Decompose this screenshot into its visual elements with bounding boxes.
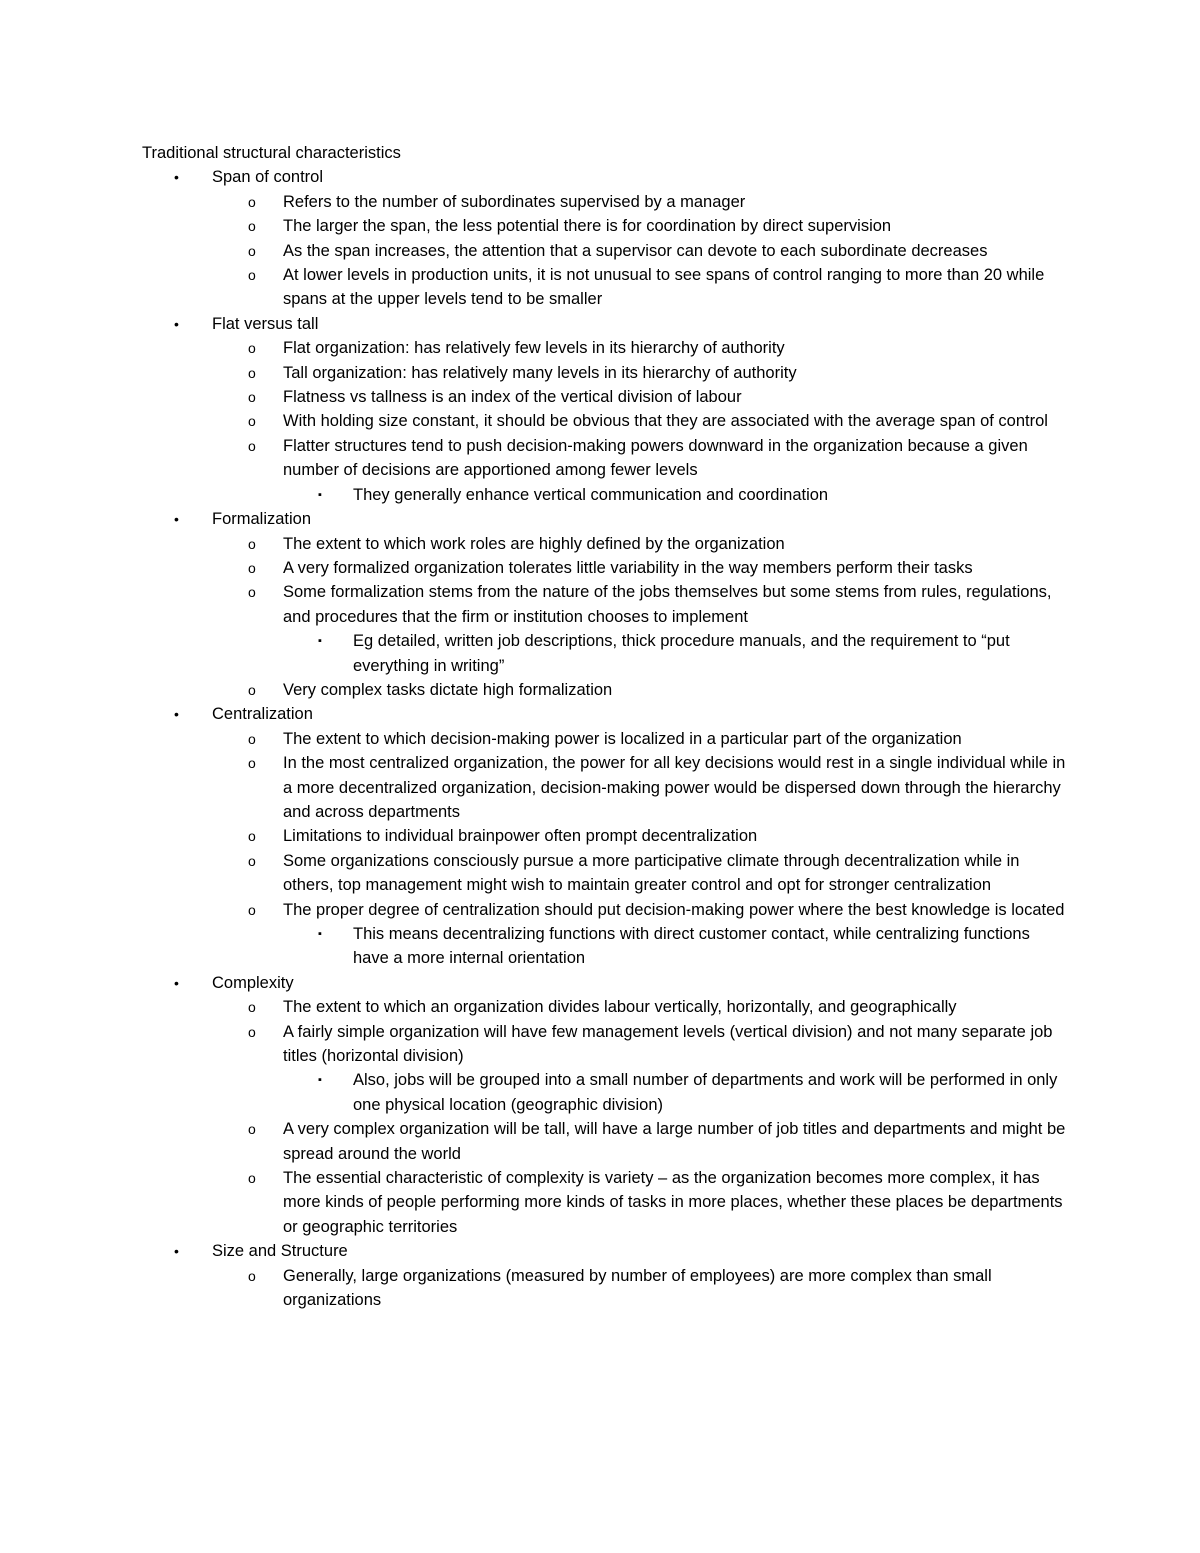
square-bullet-icon: ▪: [318, 635, 322, 648]
bullet-icon: •: [174, 974, 179, 991]
list-item: [142, 239, 1067, 263]
list-item: [142, 1166, 1067, 1239]
list-item-text: As the span increases, the attention that a supervisor can devote to each subordinate decreases: [283, 241, 988, 260]
list-item-text: With holding size constant, it should be obvious that they are associated with the average span of control: [283, 412, 1048, 431]
section-item: [142, 312, 1067, 336]
list-item: [142, 190, 1067, 214]
list-item-text: At lower levels in production units, it is not unusual to see spans of control ranging to more than 20 while spans at the upper levels tend to be smaller: [283, 266, 1045, 309]
list-item-text: The larger the span, the less potential there is for coordination by direct supervision: [283, 217, 892, 236]
list-item-text: Flatter structures tend to push decision-making powers downward in the organization because a given number of decisions are apportioned among fewer levels: [283, 436, 1028, 480]
list-item: [142, 214, 1067, 238]
section-item: [142, 702, 1067, 726]
list-item: [142, 995, 1067, 1019]
list-item-text: Limitations to individual brainpower often prompt decentralization: [283, 827, 758, 846]
sub-list-item-text: Eg detailed, written job descriptions, thick procedure manuals, and the requirement to “put everything in writing”: [353, 632, 1010, 675]
circle-bullet-icon: o: [248, 584, 256, 601]
square-bullet-icon: ▪: [318, 928, 322, 940]
list-item: [142, 1020, 1067, 1069]
circle-bullet-icon: o: [248, 242, 256, 259]
list-item: [142, 727, 1067, 751]
circle-bullet-icon: o: [248, 535, 256, 552]
section-item: [142, 507, 1067, 531]
section-heading: Centralization: [212, 705, 313, 724]
list-item: [142, 385, 1067, 409]
list-item-text: Some formalization stems from the nature of the jobs themselves but some stems from rules, regulations, and procedures that the firm or institution chooses to implement: [283, 583, 1052, 626]
list-item: [142, 751, 1067, 824]
bullet-icon: •: [174, 315, 179, 332]
list-item: [142, 1117, 1067, 1166]
circle-bullet-icon: o: [248, 999, 256, 1016]
circle-bullet-icon: o: [248, 267, 256, 284]
section-heading: Flat versus tall: [212, 314, 319, 333]
bullet-icon: •: [174, 706, 179, 723]
document-title: Traditional structural characteristics: [142, 144, 401, 162]
sub-list-item: [142, 629, 1067, 678]
list-item-text: Flatness vs tallness is an index of the vertical division of labour: [283, 388, 742, 407]
bullet-icon: •: [174, 1243, 179, 1260]
list-item-text: A fairly simple organization will have few management levels (vertical division) and not many separate job titles (horizontal division): [283, 1022, 1053, 1066]
section-item: [142, 1239, 1067, 1263]
list-item: [142, 849, 1067, 898]
bullet-icon: •: [174, 169, 179, 186]
list-item: [142, 409, 1067, 433]
sub-list-item: [142, 922, 1067, 971]
list-item: [142, 678, 1067, 702]
list-item: [142, 434, 1067, 483]
list-item-text: Generally, large organizations (measured by number of employees) are more complex than small organizations: [283, 1266, 992, 1310]
circle-bullet-icon: o: [248, 852, 256, 869]
section-heading: Formalization: [212, 510, 312, 529]
circle-bullet-icon: o: [248, 364, 256, 381]
list-item-text: The extent to which an organization divides labour vertically, horizontally, and geographically: [283, 998, 957, 1017]
section-heading: Complexity: [212, 973, 294, 992]
circle-bullet-icon: o: [248, 1023, 256, 1040]
list-item-text: The essential characteristic of complexity is variety – as the organization becomes more complex, it has more kinds of people performing more kinds of tasks in more places, whether these places be departments or geographic territories: [283, 1169, 1063, 1236]
list-item-text: The proper degree of centralization should put decision-making power where the best knowledge is located: [283, 900, 1065, 919]
section-heading: Span of control: [212, 168, 323, 187]
list-item: [142, 898, 1067, 922]
bullet-icon: •: [174, 511, 179, 528]
section-heading: Size and Structure: [212, 1242, 348, 1261]
section-item: [142, 971, 1067, 995]
circle-bullet-icon: o: [248, 1267, 256, 1284]
circle-bullet-icon: o: [248, 901, 256, 918]
square-bullet-icon: ▪: [318, 1074, 322, 1087]
sub-list-item-text: Also, jobs will be grouped into a small number of departments and work will be performed in only one physical location (geographic division): [353, 1071, 1058, 1114]
list-item-text: The extent to which work roles are highly defined by the organization: [283, 534, 785, 553]
circle-bullet-icon: o: [248, 193, 256, 210]
sub-list-item: [142, 1068, 1067, 1117]
circle-bullet-icon: o: [248, 730, 256, 747]
list-item-text: A very formalized organization tolerates little variability in the way members perform their tasks: [283, 558, 973, 577]
section-item: [142, 165, 1067, 189]
sub-list-item: [142, 483, 1067, 507]
list-item: [142, 532, 1067, 556]
list-item-text: In the most centralized organization, the power for all key decisions would rest in a single individual while in a more decentralized organization, decision-making power would be dispersed down through the hierarchy and across departments: [283, 754, 1066, 821]
sub-list-item-text: This means decentralizing functions with direct customer contact, while centralizing functions have a more internal orientation: [353, 925, 1030, 968]
square-bullet-icon: ▪: [318, 488, 322, 501]
circle-bullet-icon: o: [248, 559, 256, 576]
circle-bullet-icon: o: [248, 218, 256, 235]
circle-bullet-icon: o: [248, 1170, 256, 1187]
circle-bullet-icon: o: [248, 413, 256, 430]
outline-list: [142, 165, 1067, 1312]
list-item: [142, 336, 1067, 360]
list-item-text: Some organizations consciously pursue a more participative climate through decentralization while in others, top management might wish to maintain greater control and opt for stronger centralization: [283, 851, 1020, 895]
list-item-text: A very complex organization will be tall, will have a large number of job titles and departments and might be spread around the world: [283, 1120, 1066, 1163]
circle-bullet-icon: o: [248, 755, 256, 772]
circle-bullet-icon: o: [248, 1121, 256, 1138]
notes-body: [142, 141, 1067, 1313]
circle-bullet-icon: o: [248, 389, 256, 406]
list-item-text: The extent to which decision-making power is localized in a particular part of the organization: [283, 729, 962, 748]
list-item: [142, 824, 1067, 848]
list-item-text: Flat organization: has relatively few levels in its hierarchy of authority: [283, 339, 785, 358]
list-item: [142, 556, 1067, 580]
circle-bullet-icon: o: [248, 828, 256, 845]
list-item: [142, 580, 1067, 629]
circle-bullet-icon: o: [248, 340, 256, 357]
list-item: [142, 361, 1067, 385]
list-item-text: Very complex tasks dictate high formalization: [283, 680, 613, 699]
list-item: [142, 263, 1067, 312]
list-item-text: Tall organization: has relatively many levels in its hierarchy of authority: [283, 363, 797, 382]
list-item-text: Refers to the number of subordinates supervised by a manager: [283, 192, 746, 211]
list-item: [142, 1264, 1067, 1313]
circle-bullet-icon: o: [248, 681, 256, 698]
circle-bullet-icon: o: [248, 437, 256, 454]
sub-list-item-text: They generally enhance vertical communication and coordination: [353, 485, 829, 504]
